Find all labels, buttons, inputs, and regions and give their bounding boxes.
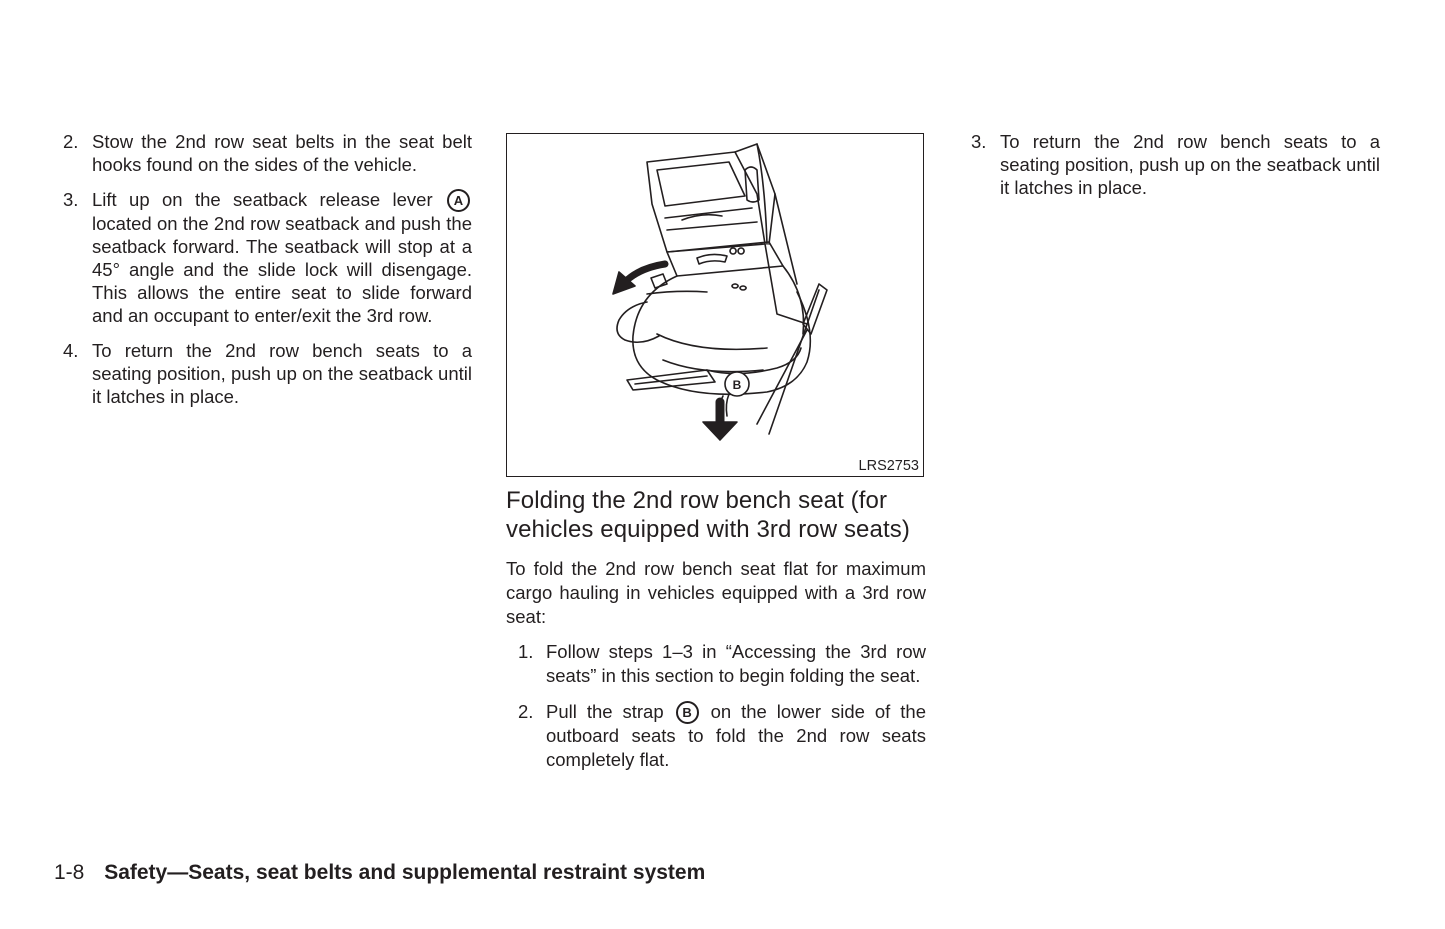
step-text: located on the 2nd row seatback and push the seatback forward. The seatback will stop at a 45° angle and the slide lock will disengage. This allows the entire seat to slide forward and an occupant to enter/exit the 3rd row. <box>92 213 472 326</box>
callout-b-label: B <box>732 378 742 392</box>
right-steps-list <box>971 130 1380 199</box>
list-item <box>971 130 1380 199</box>
middle-steps-list <box>518 640 926 772</box>
section-intro: To fold the 2nd row bench seat flat for maximum cargo hauling in vehicles equipped with a 3rd row seat: <box>506 558 926 627</box>
step-text: on the lower side of the outboard seats to fold the 2nd row seats completely flat. <box>546 701 926 770</box>
step-text: To return the 2nd row bench seats to a seating position, push up on the seatback until it latches in place. <box>1000 131 1380 198</box>
section-heading: Folding the 2nd row bench seat (for vehicles equipped with 3rd row seats) <box>506 487 910 543</box>
list-item <box>518 640 926 688</box>
step-number: 1. <box>518 641 534 662</box>
list-item <box>63 130 472 176</box>
seat-fold-illustration <box>507 134 925 478</box>
step-text: Stow the 2nd row seat belts in the seat belt hooks found on the sides of the vehicle. <box>92 131 472 175</box>
callout-a-marker: A <box>447 189 470 212</box>
left-steps-list <box>63 130 472 408</box>
step-number: 3. <box>971 131 987 152</box>
step-number: 2. <box>63 131 79 152</box>
step-text: To return the 2nd row bench seats to a seating position, push up on the seatback until it latches in place. <box>92 340 472 407</box>
step-text: Pull the strap <box>546 701 664 722</box>
list-item <box>518 700 926 772</box>
middle-column <box>506 133 926 784</box>
page-number: 1-8 <box>54 861 85 884</box>
right-column <box>971 130 1380 211</box>
list-item <box>63 339 472 408</box>
list-item <box>63 188 472 327</box>
step-number: 3. <box>63 189 79 210</box>
page-footer <box>54 860 705 886</box>
callout-b-marker: B <box>676 701 699 724</box>
figure-code: LRS2753 <box>858 458 919 474</box>
seat-illustration-figure <box>506 133 924 477</box>
step-number: 4. <box>63 340 79 361</box>
step-number: 2. <box>518 701 534 722</box>
left-column <box>63 130 472 420</box>
footer-section-title: Safety—Seats, seat belts and supplemental restraint system <box>104 861 706 884</box>
step-text: Lift up on the seatback release lever <box>92 189 433 210</box>
step-text: Follow steps 1–3 in “Accessing the 3rd row seats” in this section to begin folding the seat. <box>546 641 926 686</box>
